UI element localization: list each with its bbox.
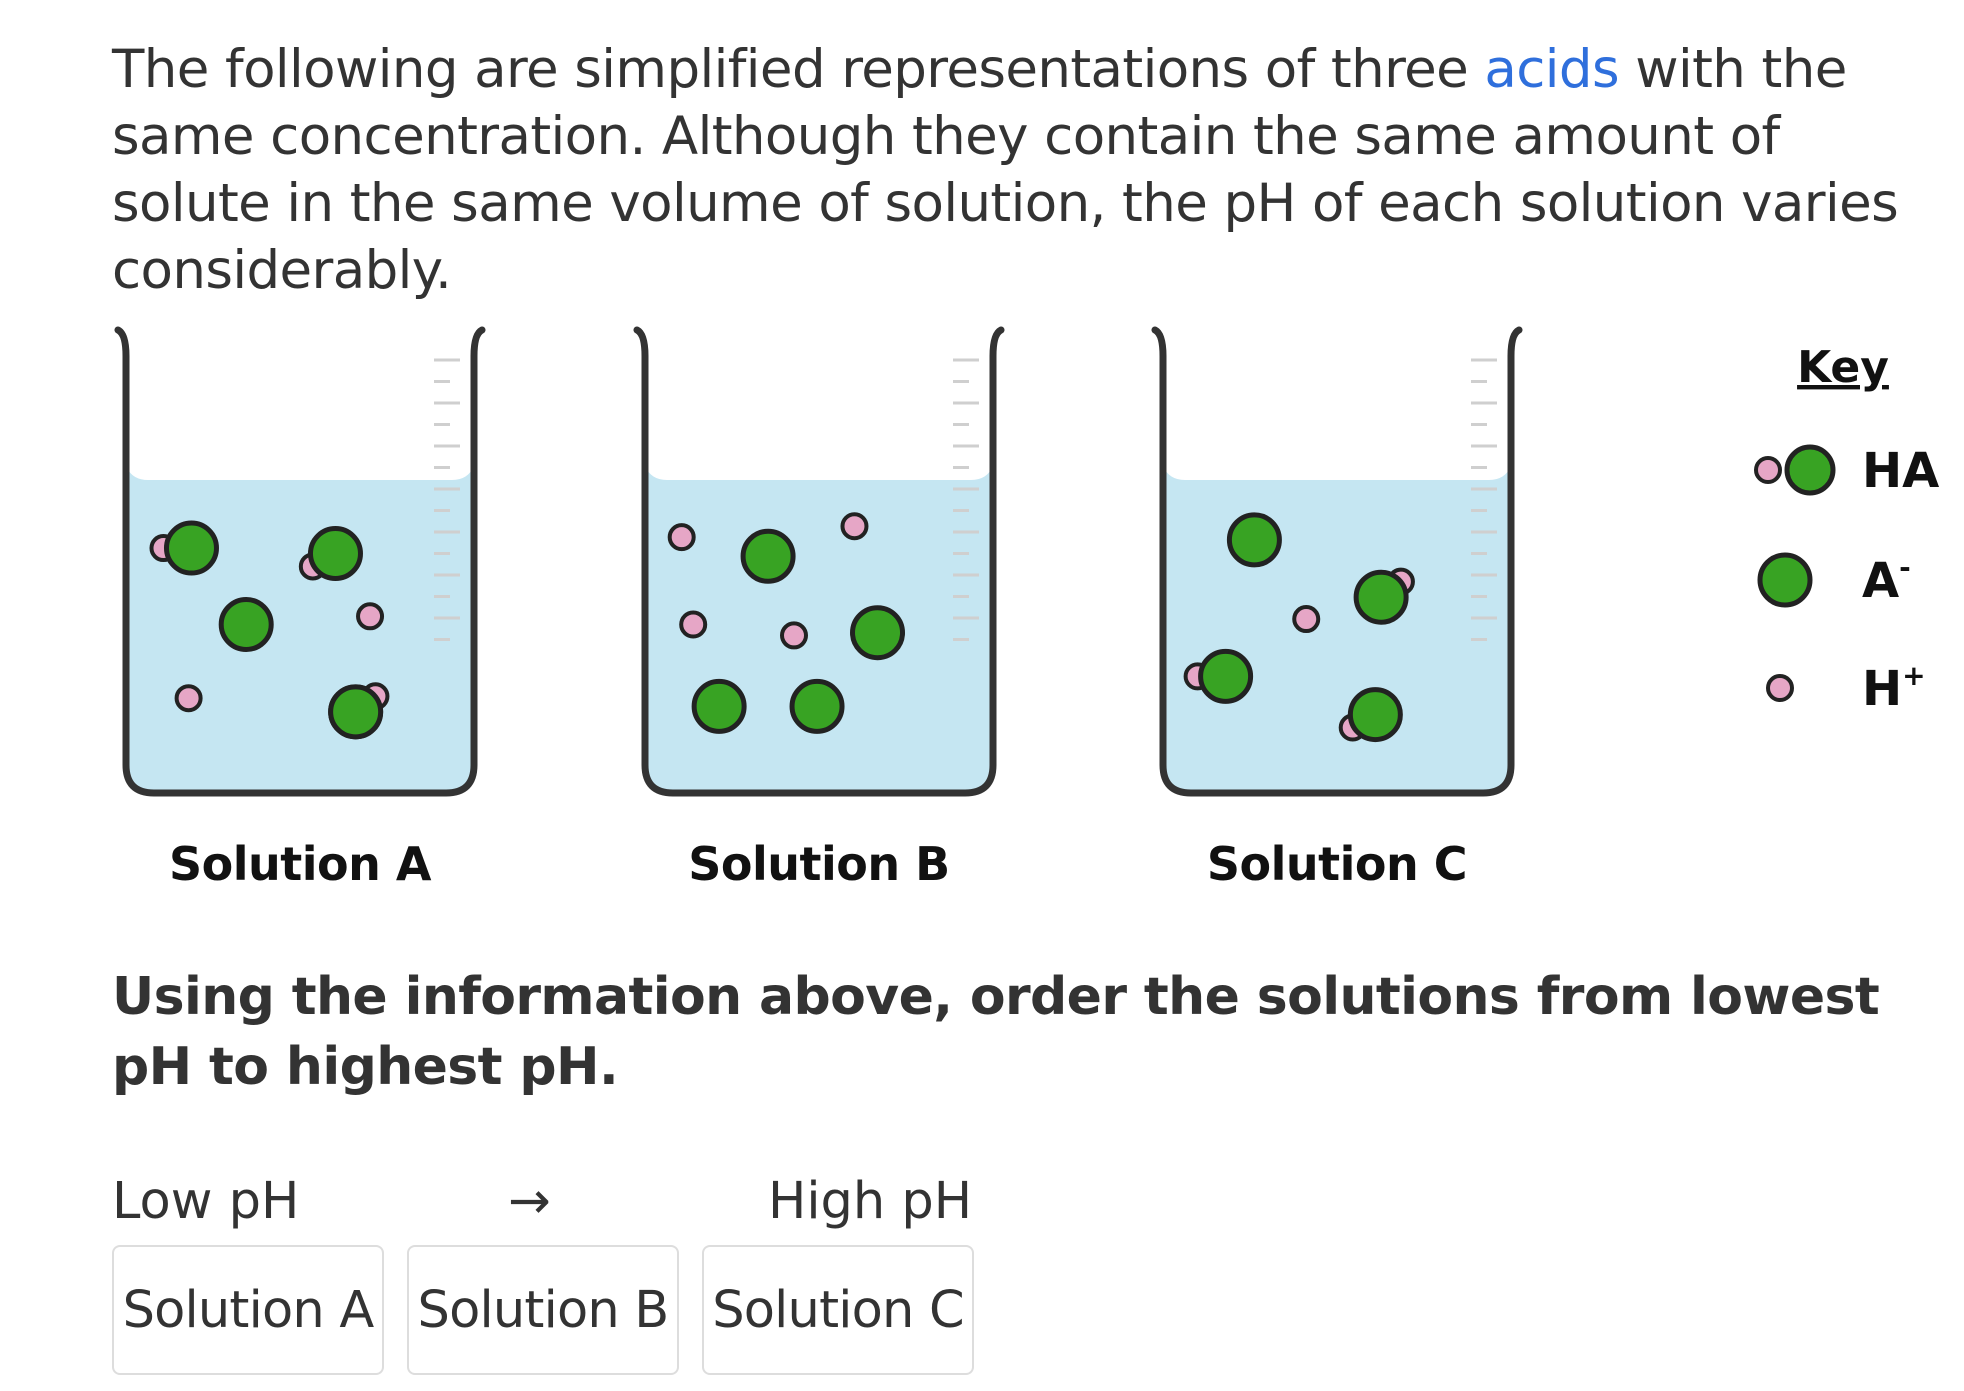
h-ion	[177, 686, 201, 710]
key-label-superscript: -	[1899, 551, 1911, 584]
ha-molecule-a	[1356, 572, 1406, 622]
key-a-ion	[1760, 555, 1810, 605]
question-text: Using the information above, order the solutions from lowest pH to highest pH.	[112, 967, 1880, 1097]
intro-text-after: with the same concentration. Although they contain the same amount of solute in the same volume of solution, the pH of each solution varies considerably.	[112, 39, 1899, 301]
key-label-superscript: +	[1902, 659, 1926, 692]
a-ion	[853, 608, 903, 658]
h-ion	[1294, 607, 1318, 631]
key-label-ha: HA	[1862, 443, 1940, 499]
key-ha-a	[1787, 447, 1833, 493]
acids-link[interactable]: acids	[1484, 39, 1619, 100]
intro-text-before: The following are simplified representations of three	[112, 39, 1485, 100]
key-title: Key	[1797, 342, 1889, 393]
low-ph-label: Low pH	[112, 1172, 300, 1231]
ha-molecule-a	[1201, 651, 1251, 701]
solution-label: Solution B	[688, 837, 950, 891]
intro-text	[112, 36, 1912, 304]
a-ion	[792, 681, 842, 731]
solution-label: Solution C	[1206, 837, 1468, 891]
answer-option-1[interactable]: Solution A	[112, 1245, 384, 1375]
a-ion	[694, 681, 744, 731]
h-ion	[842, 514, 866, 538]
answer-order-list	[112, 1245, 997, 1375]
h-ion	[670, 525, 694, 549]
h-ion	[358, 604, 382, 628]
high-ph-label: High pH	[768, 1172, 973, 1231]
beaker-water	[126, 466, 474, 793]
a-ion	[221, 600, 271, 650]
beaker-3	[1155, 330, 1519, 891]
answer-option-2[interactable]: Solution B	[407, 1245, 679, 1375]
beaker-2	[637, 330, 1001, 891]
beaker-1	[118, 330, 482, 891]
key-label-a: A-	[1862, 551, 1911, 609]
key-ha-h	[1756, 458, 1780, 482]
acid-solutions-diagram	[0, 300, 1964, 920]
ha-molecule-a	[166, 523, 216, 573]
a-ion	[743, 531, 793, 581]
ha-molecule-a	[310, 529, 360, 579]
solution-label: Solution A	[169, 837, 431, 891]
beaker-water	[1163, 466, 1511, 793]
h-ion	[681, 613, 705, 637]
answer-option-3[interactable]: Solution C	[702, 1245, 974, 1375]
ha-molecule-a	[1350, 690, 1400, 740]
h-ion	[782, 623, 806, 647]
key-h-ion	[1768, 676, 1792, 700]
arrow-right-icon: →	[508, 1172, 551, 1231]
ha-molecule-a	[331, 687, 381, 737]
a-ion	[1229, 515, 1279, 565]
key-label-h: H+	[1862, 659, 1926, 717]
